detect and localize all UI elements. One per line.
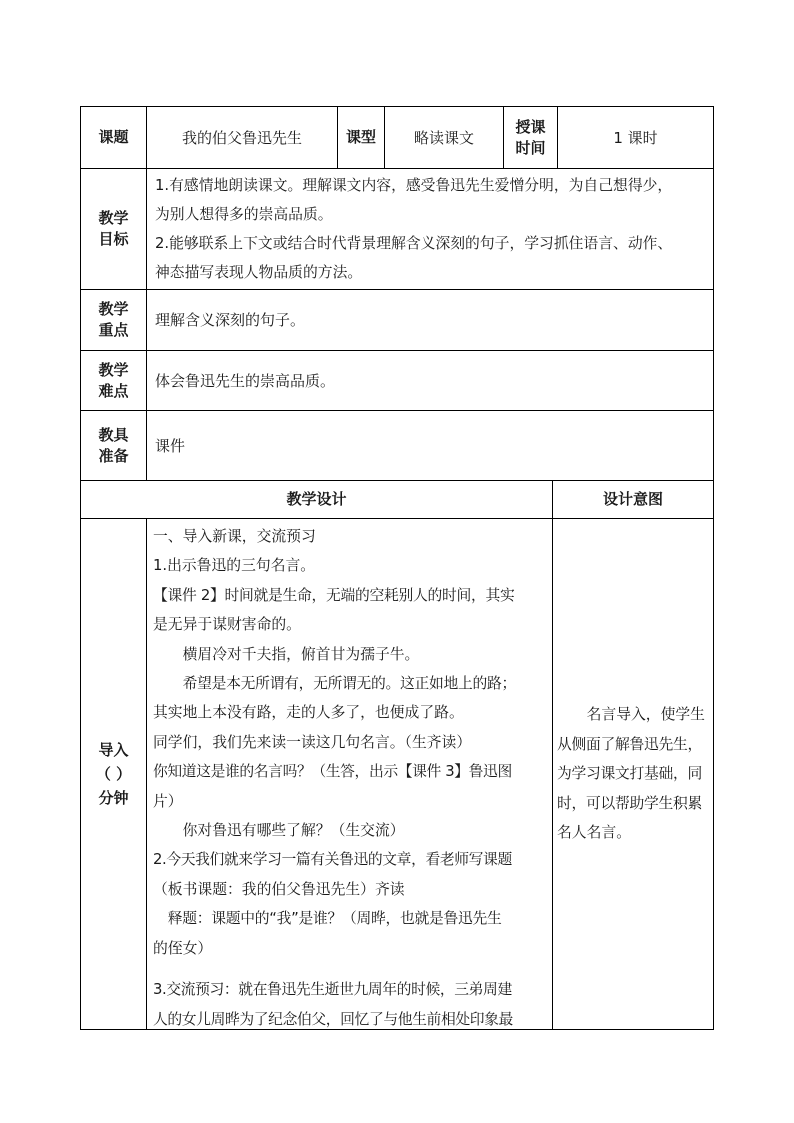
intent-line: 名人名言。 [557, 824, 631, 842]
intro-line: 一、导入新课，交流预习 [153, 528, 316, 545]
key-points-text: 理解含义深刻的句子。 [155, 311, 306, 329]
difficulties-label: 教学 难点 [98, 360, 129, 400]
intro-line: 的侄女） [153, 939, 213, 957]
intro-line: 你对鲁迅有哪些了解？（生交流） [182, 822, 405, 840]
intro-line: 希望是本无所谓有，无所谓无的。这正如地上的路； [182, 675, 517, 693]
intent-line: 时，可以帮助学生积累 [557, 794, 702, 812]
intro-line: （板书课题：我的伯父鲁迅先生）齐读 [153, 880, 405, 898]
intent-line: 从侧面了解鲁迅先生， [557, 735, 702, 753]
intent-line: 名言导入，使学生 [586, 706, 705, 724]
intro-content [147, 522, 552, 1028]
intro-line: 你知道这是谁的名言吗？（生答，出示【课件 3】鲁迅图 [153, 763, 512, 781]
intro-line: 释题：课题中的“我”是谁？（周晔，也就是鲁迅先生 [167, 910, 502, 928]
intro-label: 导入 （ ） 分钟 [95, 741, 132, 807]
goals-text [147, 171, 713, 288]
intro-line: 横眉冷对千夫指，俯首甘为孺子牛。 [182, 645, 420, 663]
intro-line: 片） [153, 792, 183, 810]
key-points-label: 教学 重点 [98, 300, 129, 339]
difficulties-text: 体会鲁迅先生的崇高品质。 [155, 371, 336, 390]
intro-line: 是无异于谋财害命的。 [153, 616, 301, 634]
goal-line-1: 1.有感情地朗读课文。理解课文内容，感受鲁迅先生爱憎分明，为自己想得少， [155, 177, 673, 194]
tools-label: 教具 准备 [98, 425, 129, 465]
intro-line: 【课件 2】时间就是生命，无端的空耗别人的时间，其实 [153, 586, 515, 604]
goal-line-3: 2.能够联系上下文或结合时代背景理解含义深刻的句子，学习抓住语言、动作、 [155, 235, 673, 252]
intro-line: 1.出示鲁迅的三句名言。 [153, 557, 316, 575]
goals-label: 教学 目标 [98, 209, 129, 248]
time-label: 授课 时间 [515, 117, 546, 157]
tools-text: 课件 [155, 436, 186, 455]
intro-line: 2.今天我们就来学习一篇有关鲁迅的文章，看老师写课题 [153, 851, 512, 869]
intent-header: 设计意图 [602, 490, 663, 508]
intro-line: 同学们，我们先来读一读这几句名言。（生齐读） [153, 733, 472, 751]
intro-line: 其实地上本没有路，走的人多了，也便成了路。 [153, 704, 464, 722]
intro-line: 3.交流预习：就在鲁迅先生逝世九周年的时候，三弟周建 [153, 981, 512, 999]
goal-line-2: 为别人想得多的崇高品质。 [155, 206, 333, 223]
intro-line: 人的女儿周晔为了纪念伯父，回忆了与他生前相处印象最 [153, 1010, 513, 1028]
lesson-title: 我的伯父鲁迅先生 [181, 128, 302, 147]
intro-intent [553, 519, 713, 1029]
lesson-time: 1 课时 [613, 128, 658, 147]
type-label: 课型 [345, 128, 376, 146]
lesson-type: 略读课文 [413, 128, 474, 147]
title-label: 课题 [98, 128, 129, 146]
intent-line: 为学习课文打基础，同 [557, 765, 702, 783]
goal-line-4: 神态描写表现人物品质的方法。 [155, 264, 363, 281]
design-header: 教学设计 [286, 490, 347, 508]
